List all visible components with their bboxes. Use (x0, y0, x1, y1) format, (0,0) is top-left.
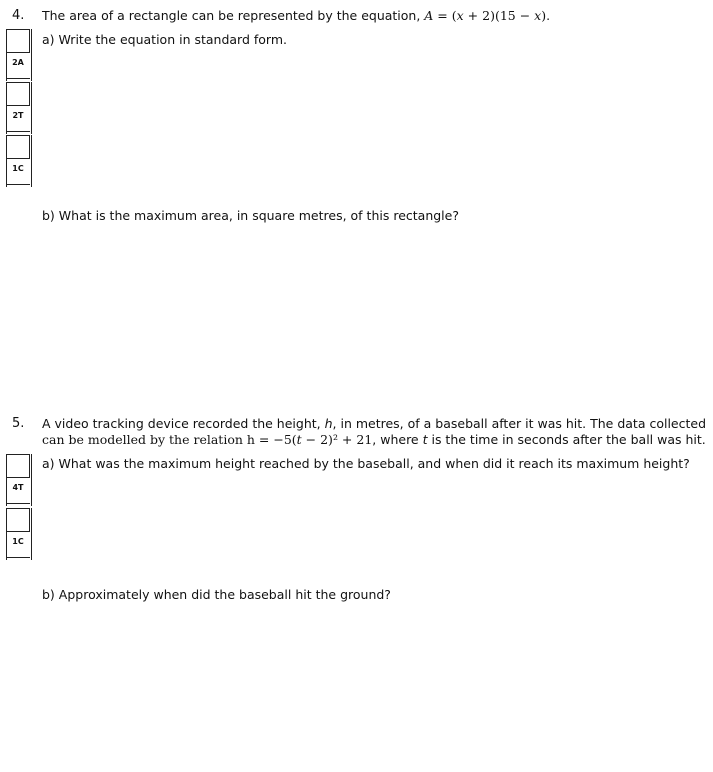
mark-box-1c (6, 508, 32, 560)
mark-box-2t (6, 82, 32, 134)
eq-part: − 2)² + 21 (301, 432, 373, 447)
mark-entry-cell[interactable] (6, 135, 30, 159)
mark-box-1c (6, 135, 32, 187)
var-x: x (534, 8, 542, 23)
mark-box-label: 2T (6, 109, 30, 132)
mark-entry-cell[interactable] (6, 82, 30, 106)
mark-box-label: 1C (6, 162, 30, 185)
eq-part: = ( (433, 8, 457, 23)
stem-text: is the time in seconds after the ball was hit. (427, 432, 706, 447)
var-h: h (324, 416, 333, 431)
var-t: t (296, 432, 302, 447)
eq-part: ). (541, 8, 551, 23)
stem-text: , in metres, of a baseball after it was hit. The data collected (332, 416, 707, 431)
question-4-part-a: a) Write the equation in standard form. (42, 32, 288, 47)
mark-entry-cell[interactable] (6, 29, 30, 53)
relation-equation (42, 432, 372, 447)
eq-part: can be modelled by the relation h = −5( (42, 432, 297, 447)
eq-part: + 2)(15 − (463, 8, 535, 23)
var-t: t (422, 432, 428, 447)
question-4-number: 4. (12, 8, 25, 23)
question-4-part-b: b) What is the maximum area, in square metres, of this rectangle? (42, 208, 459, 223)
question-5-stem-line-2 (42, 432, 706, 447)
stem-text: The area of a rectangle can be represented by the equation, (42, 8, 425, 23)
mark-box-label: 4T (6, 481, 30, 504)
mark-box-label: 1C (6, 535, 30, 558)
question-5-number: 5. (12, 416, 25, 431)
question-5-stem-line-1 (42, 416, 706, 431)
mark-box-label: 2A (6, 56, 30, 79)
mark-box-2a (6, 29, 32, 81)
var-x: x (456, 8, 464, 23)
stem-equation (424, 8, 550, 23)
mark-entry-cell[interactable] (6, 508, 30, 532)
var-A: A (424, 8, 434, 23)
question-5-part-b: b) Approximately when did the baseball hit the ground? (42, 587, 391, 602)
question-4-stem (42, 8, 550, 23)
stem-text: , where (372, 432, 423, 447)
mark-box-4t (6, 454, 32, 506)
mark-entry-cell[interactable] (6, 454, 30, 478)
question-5-part-a: a) What was the maximum height reached by the baseball, and when did it reach its maximum height? (42, 456, 690, 471)
stem-text: A video tracking device recorded the height, (42, 416, 325, 431)
